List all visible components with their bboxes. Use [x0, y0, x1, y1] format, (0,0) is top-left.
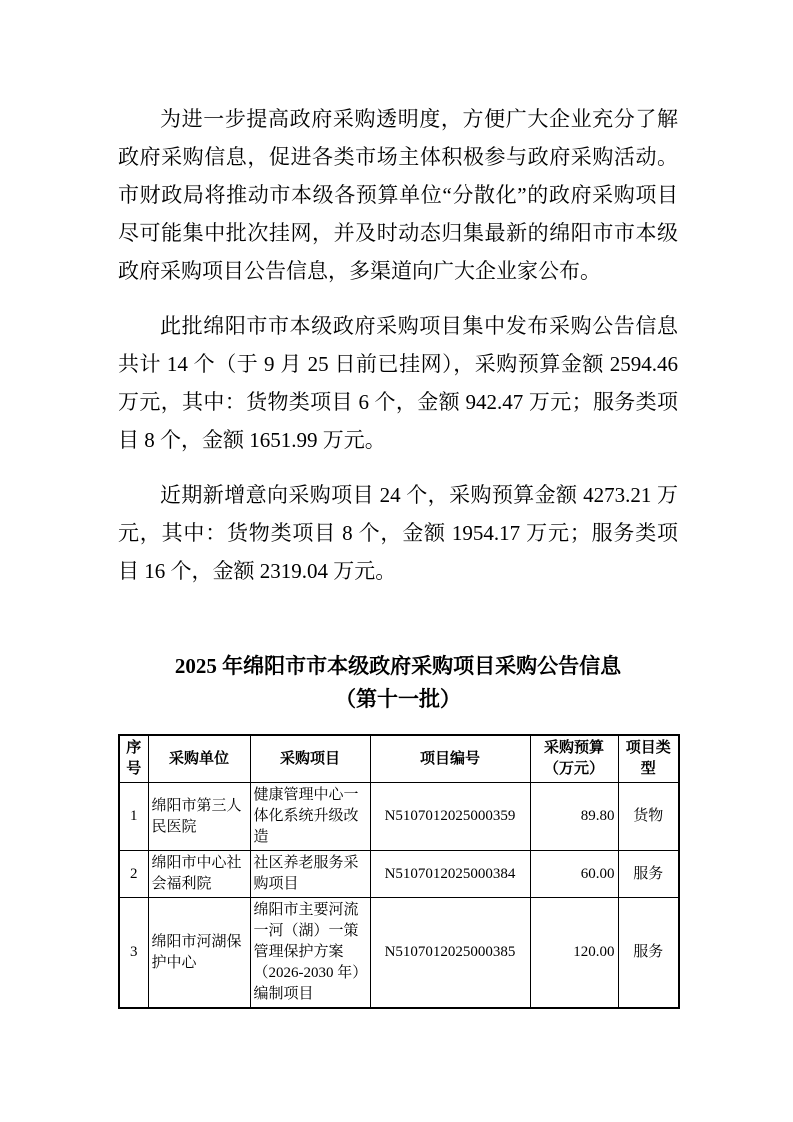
cell-seq: 1	[119, 783, 148, 851]
cell-type: 服务	[618, 851, 679, 898]
cell-type: 货物	[618, 783, 679, 851]
table-row	[119, 851, 679, 898]
col-header-seq: 序号	[119, 735, 148, 783]
cell-budget: 89.80	[530, 783, 618, 851]
cell-unit: 绵阳市第三人民医院	[148, 783, 250, 851]
document-content	[118, 100, 678, 1009]
paragraph-current-batch: 此批绵阳市市本级政府采购项目集中发布采购公告信息共计 14 个（于 9 月 25 日前已挂网），采购预算金额 2594.46 万元，其中：货物类项目 6 个，金额 942.47 万元；服务类项目 8 个，金额 1651.99 万元。	[118, 314, 678, 452]
procurement-table-body	[119, 783, 679, 1009]
procurement-table-header	[119, 735, 679, 783]
table-row	[119, 898, 679, 1009]
cell-code: N5107012025000359	[370, 783, 530, 851]
cell-code: N5107012025000385	[370, 898, 530, 1009]
table-title	[118, 650, 678, 716]
cell-budget: 60.00	[530, 851, 618, 898]
table-row	[119, 783, 679, 851]
cell-seq: 2	[119, 851, 148, 898]
table-title-line2: （第十一批）	[335, 687, 461, 711]
header-row	[119, 735, 679, 783]
procurement-table	[118, 734, 680, 1009]
col-header-type: 项目类型	[618, 735, 679, 783]
col-header-code: 项目编号	[370, 735, 530, 783]
col-header-unit: 采购单位	[148, 735, 250, 783]
cell-project: 绵阳市主要河流一河（湖）一策管理保护方案（2026-2030 年）编制项目	[250, 898, 370, 1009]
paragraph-new-intentions: 近期新增意向采购项目 24 个，采购预算金额 4273.21 万元，其中：货物类项目 8 个，金额 1954.17 万元；服务类项目 16 个，金额 2319.04 万元。	[118, 483, 678, 583]
table-title-line1: 2025 年绵阳市市本级政府采购项目采购公告信息	[174, 654, 622, 678]
paragraph-intro: 为进一步提高政府采购透明度，方便广大企业充分了解政府采购信息，促进各类市场主体积极参与政府采购活动。市财政局将推动市本级各预算单位“分散化”的政府采购项目尽可能集中批次挂网，并及时动态归集最新的绵阳市市本级政府采购项目公告信息，多渠道向广大企业家公布。	[118, 107, 678, 283]
cell-seq: 3	[119, 898, 148, 1009]
col-header-project: 采购项目	[250, 735, 370, 783]
cell-type: 服务	[618, 898, 679, 1009]
cell-budget: 120.00	[530, 898, 618, 1009]
cell-code: N5107012025000384	[370, 851, 530, 898]
cell-unit: 绵阳市中心社会福利院	[148, 851, 250, 898]
col-header-budget: 采购预算（万元）	[530, 735, 618, 783]
cell-project: 社区养老服务采购项目	[250, 851, 370, 898]
cell-project: 健康管理中心一体化系统升级改造	[250, 783, 370, 851]
cell-unit: 绵阳市河湖保护中心	[148, 898, 250, 1009]
